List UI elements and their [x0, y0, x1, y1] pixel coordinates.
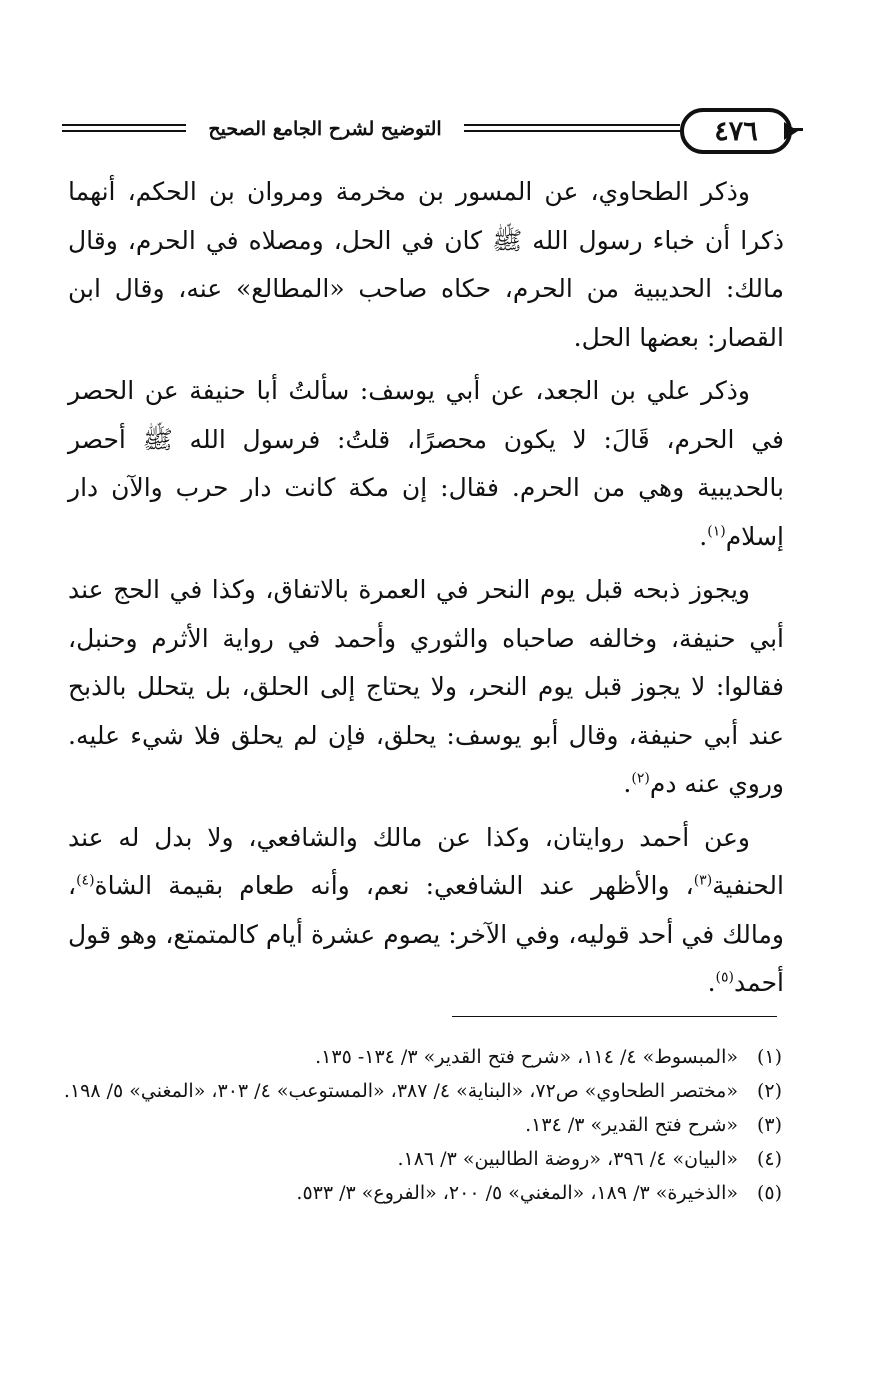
- badge-arrow-icon: [784, 122, 798, 140]
- footnote-ref[interactable]: (٤): [76, 872, 95, 889]
- paragraph: وعن أحمد روايتان، وكذا عن مالك والشافعي، ولا بدل له عند الحنفية$^{(٣)}$، والأظهر عند الشافعي: نعم، وأنه طعام بقيمة الشاة$^{(٤)}$، ومالك في أحد قوليه، وفي الآخر: يصوم عشرة أيام كالمتمتع، وهو قول أحمد$^{(٥)}$.: [68, 822, 784, 997]
- footnote-ref[interactable]: (١): [707, 523, 726, 540]
- page-header: [62, 100, 792, 160]
- header-rule-middle: [464, 124, 680, 126]
- footnote: [62, 1108, 782, 1142]
- paragraph: وذكر علي بن الجعد، عن أبي يوسف: سألتُ أبا حنيفة عن الحصر في الحرم، قَالَ: لا يكون محصرًا، قلتُ: فرسول الله ﷺ أحصر بالحديبية وهي من الحرم. فقال: إن مكة كانت دار حرب والآن دار إسلام$^{(١)}$.: [68, 376, 784, 551]
- footnote-number: (٥): [756, 1182, 782, 1204]
- footnote-number: (٤): [756, 1148, 782, 1170]
- footnote-text: «المبسوط» ٤/ ١١٤، «شرح فتح القدير» ٣/ ١٣٤- ١٣٥.: [315, 1046, 738, 1068]
- paragraph: ويجوز ذبحه قبل يوم النحر في العمرة بالاتفاق، وكذا في الحج عند أبي حنيفة، وخالفه صاحباه والثوري وأحمد في رواية الأثرم وحنبل، فقالوا: لا يجوز قبل يوم النحر، ولا يحتاج إلى الحلق، بل يتحلل بالذبح عند أبي حنيفة، وقال أبو يوسف: يحلق، فإن لم يحلق فلا شيء عليه. وروي عنه دم$^{(٢)}$.: [68, 575, 784, 798]
- header-rule-left: [62, 130, 186, 132]
- footnote: [62, 1040, 782, 1074]
- paragraph: وذكر الطحاوي، عن المسور بن مخرمة ومروان بن الحكم، أنهما ذكرا أن خباء رسول الله ﷺ كان في الحل، ومصلاه في الحرم، وقال مالك: الحديبية من الحرم، حكاه صاحب «المطالع» عنه، وقال ابن القصار: بعضها الحل.: [68, 177, 784, 352]
- footnote-text: «مختصر الطحاوي» ص٧٢، «البناية» ٤/ ٣٨٧، «المستوعب» ٤/ ٣٠٣، «المغني» ٥/ ١٩٨.: [63, 1080, 738, 1102]
- footnote-number: (٢): [756, 1080, 782, 1102]
- footnote-ref[interactable]: (٣): [693, 872, 713, 889]
- footnote-text: «البيان» ٤/ ٣٩٦، «روضة الطالبين» ٣/ ١٨٦.: [397, 1148, 738, 1170]
- running-title: التوضيح لشرح الجامع الصحيح: [208, 118, 442, 140]
- footnote-ref[interactable]: (٥): [715, 969, 735, 986]
- footnote-divider: [452, 1016, 777, 1017]
- main-text: [68, 168, 784, 1013]
- footnotes: [62, 1040, 782, 1210]
- footnote-ref[interactable]: (٢): [631, 770, 650, 787]
- footnote-number: (١): [756, 1046, 782, 1068]
- header-rule-middle: [464, 130, 680, 132]
- footnote: [62, 1074, 782, 1108]
- footnote: [62, 1176, 782, 1210]
- page-number: ٤٧٦: [680, 108, 792, 154]
- footnote-text: «الذخيرة» ٣/ ١٨٩، «المغني» ٥/ ٢٠٠، «الفروع» ٣/ ٥٣٣.: [296, 1182, 738, 1204]
- footnote-text: «شرح فتح القدير» ٣/ ١٣٤.: [525, 1114, 738, 1136]
- footnote-number: (٣): [756, 1114, 782, 1136]
- header-rule-left: [62, 124, 186, 126]
- footnote: [62, 1142, 782, 1176]
